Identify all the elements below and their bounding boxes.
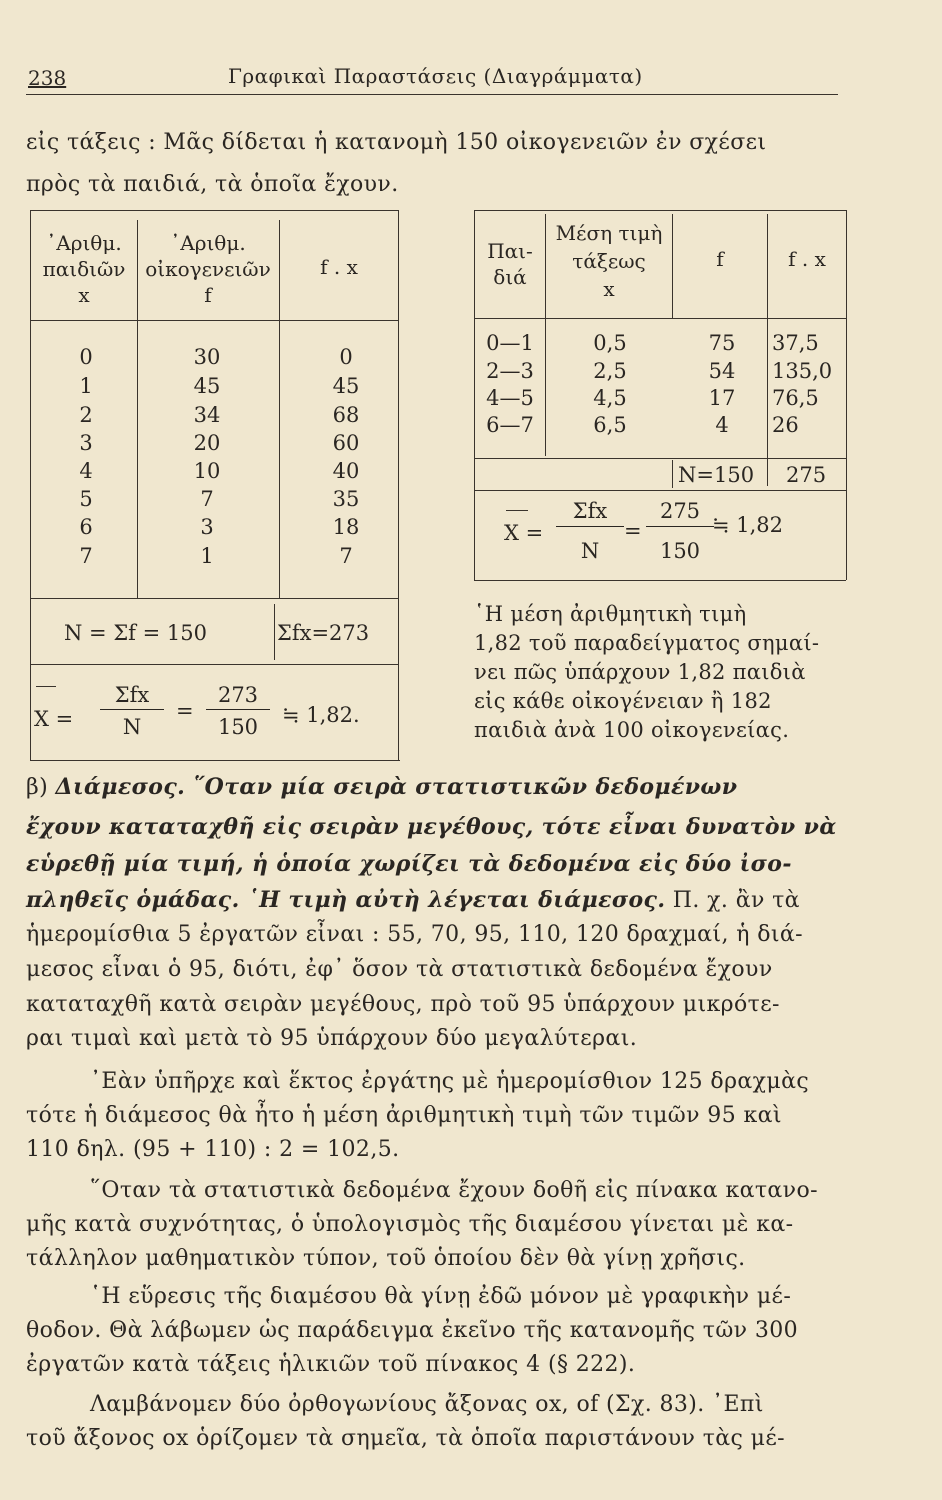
table1-left-border: [30, 210, 31, 760]
t1-fx-1: 45: [332, 374, 360, 398]
t2-f-1: 54: [708, 359, 736, 383]
t1-h2-line3: f: [204, 283, 212, 307]
t1-fx-2: 68: [332, 403, 360, 427]
t1-h1-line3: x: [78, 283, 90, 307]
t1-h1-line2: παιδιῶν: [42, 257, 126, 281]
table1-total-rule: [30, 664, 398, 665]
t2-frac1-line: [556, 526, 624, 527]
body-line-12: ῞Οταν τὰ στατιστικὰ δεδομένα ἔχουν δοθῆ εἰς πίνακα κατανο-: [90, 1178, 818, 1203]
body-line-3: εὑρεθῇ μία τιμή, ἡ ὁποία χωρίζει τὰ δεδομένα εἰς δύο ἰσο-: [26, 851, 792, 877]
t2-h2-line3: x: [603, 277, 615, 301]
t1-h2-line1: ᾿Αριθμ.: [170, 231, 246, 255]
table2-right-border: [846, 210, 847, 580]
table2-col-divider-1: [545, 214, 546, 456]
table2-total-rule: [474, 490, 846, 491]
t1-f-2: 34: [193, 403, 221, 427]
t1-f-3: 20: [193, 431, 221, 455]
t1-x-2: 2: [79, 403, 93, 427]
t1-x-0: 0: [79, 345, 93, 369]
table2-total-divider: [672, 460, 673, 488]
t1-f-4: 10: [193, 459, 221, 483]
t1-mean-result: ≒ 1,82.: [282, 703, 360, 727]
t2-class-2: 4—5: [486, 386, 534, 410]
table1-right-border: [398, 210, 399, 760]
side-note-line: εἰς κάθε οἰκογένειαν ἢ 182: [474, 689, 772, 713]
t1-f-1: 45: [193, 374, 221, 398]
t2-mean-den2: 150: [659, 539, 701, 563]
t2-fx-2: 76,5: [772, 386, 819, 410]
table1-body-rule: [30, 598, 398, 599]
t1-mean-den1: N: [122, 715, 142, 739]
side-note-line: 1,82 τοῦ παραδείγματος σημαί-: [474, 631, 820, 655]
side-note-line: ῾Η μέση ἀριθμητικὴ τιμὴ: [474, 602, 747, 626]
example-intro: Π. χ. ἂν τὰ: [665, 888, 800, 913]
t1-total-n: N = Σf = 150: [64, 621, 207, 645]
side-note: [474, 600, 819, 745]
t2-mean-bar: [506, 510, 528, 511]
t2-h2-line1: Μέση τιμὴ: [555, 221, 663, 245]
t2-mean-den1: N: [580, 539, 600, 563]
t2-total-fx: 275: [786, 463, 827, 487]
body-line-18: Λαμβάνομεν δύο ὀρθογωνίους ἄξονας οx, οf (Σχ. 83). ᾿Επὶ: [90, 1392, 764, 1417]
body-line-11: 110 δηλ. (95 + 110) : 2 = 102,5.: [26, 1137, 400, 1162]
t2-mean-num1: Σfx: [572, 499, 608, 523]
t1-f-6: 3: [200, 515, 214, 539]
table1-col-divider-1: [137, 220, 138, 598]
t2-f-0: 75: [708, 331, 736, 355]
t1-x-1: 1: [79, 374, 93, 398]
t1-mean-lhs: X =: [34, 707, 74, 731]
body-line-6: μεσος εἶναι ὁ 95, διότι, ἐφ᾿ ὅσον τὰ στατιστικὰ δεδομένα ἔχουν: [26, 957, 773, 982]
t1-fx-5: 35: [332, 487, 360, 511]
t2-class-1: 2—3: [486, 359, 534, 383]
body-line-13: μῆς κατὰ συχνότητας, ὁ ὑπολογισμὸς τῆς διαμέσου γίνεται μὲ κα-: [26, 1212, 794, 1237]
t1-x-5: 5: [79, 487, 93, 511]
t2-h2-line2: τάξεως: [572, 249, 646, 273]
t2-h1-line2: διά: [493, 265, 527, 289]
t2-mean-num2: 275: [659, 499, 701, 523]
table2-body-rule: [474, 458, 846, 459]
table2-left-border: [474, 210, 475, 580]
t1-x-3: 3: [79, 431, 93, 455]
table2-col-divider-2: [672, 214, 673, 318]
t2-class-0: 0—1: [486, 331, 534, 355]
body-line-8: ραι τιμαὶ καὶ μετὰ τὸ 95 ὑπάρχουν δύο μεγαλύτεραι.: [26, 1026, 638, 1051]
body-line-9: ᾿Εὰν ὑπῆρχε καὶ ἕκτος ἐργάτης μὲ ἡμερομίσθιον 125 δραχμὰς: [90, 1069, 810, 1094]
table1-col-divider-2: [279, 220, 280, 598]
intro-line-1: εἰς τάξεις : Μᾶς δίδεται ἡ κατανομὴ 150 οἰκογενειῶν ἐν σχέσει: [26, 130, 767, 155]
table2-header-rule: [474, 318, 846, 319]
body-line-4: [26, 887, 800, 914]
header-rule: [26, 94, 838, 95]
side-note-line: νει πῶς ὑπάρχουν 1,82 παιδιὰ: [474, 660, 806, 684]
t1-mean-bar: [36, 686, 56, 687]
table2-top-rule: [474, 210, 846, 211]
t1-mean-num2: 273: [217, 683, 259, 707]
t1-f-7: 1: [200, 544, 214, 568]
t2-mean-result: ≒ 1,82: [712, 513, 784, 537]
table1-header-rule: [30, 320, 398, 321]
t1-mean-eq: =: [176, 699, 194, 723]
t2-f-3: 4: [715, 413, 729, 437]
t1-x-4: 4: [79, 459, 93, 483]
t2-fx-0: 37,5: [772, 331, 819, 355]
t2-h1-line1: Παι-: [487, 239, 533, 263]
side-note-line: παιδιὰ ἀνὰ 100 οἰκογενείας.: [474, 718, 790, 742]
t1-frac1-line: [100, 709, 164, 710]
t1-h2-line2: οἰκογενειῶν: [145, 257, 271, 281]
running-title: Γραφικαὶ Παραστάσεις (Διαγράμματα): [228, 64, 643, 88]
table1-bottom-rule: [30, 760, 400, 761]
t2-h4: f . x: [788, 247, 826, 271]
t1-h1-line1: ᾿Αριθμ.: [46, 231, 122, 255]
t2-h3: f: [716, 247, 724, 271]
t1-mean-den2: 150: [217, 715, 259, 739]
t2-frac2-line: [646, 526, 714, 527]
t2-mean-eq: =: [624, 519, 642, 543]
t2-class-3: 6—7: [486, 413, 534, 437]
body-line-19: τοῦ ἄξονος οx ὁρίζομεν τὰ σημεῖα, τὰ ὁποῖα παριστάνουν τὰς μέ-: [26, 1426, 785, 1451]
t1-h3: f . x: [320, 255, 358, 279]
t1-f-0: 30: [193, 345, 221, 369]
table2-bottom-rule: [474, 580, 846, 581]
section-label: β): [26, 775, 56, 800]
intro-line-2: πρὸς τὰ παιδιά, τὰ ὁποῖα ἔχουν.: [26, 172, 399, 197]
t1-x-6: 6: [79, 515, 93, 539]
body-line-14: τάλληλον μαθηματικὸν τύπον, τοῦ ὁποίου δὲν θὰ γίνῃ χρῆσις.: [26, 1246, 746, 1271]
t2-mid-3: 6,5: [593, 413, 627, 437]
table1-top-rule: [30, 210, 398, 211]
t1-total-fx: Σfx=273: [277, 621, 370, 645]
t1-fx-4: 40: [332, 459, 360, 483]
t2-fx-3: 26: [772, 413, 799, 437]
t2-fx-1: 135,0: [772, 359, 833, 383]
body-line-16: θοδον. Θὰ λάβωμεν ὡς παράδειγμα ἐκεῖνο τῆς κατανομῆς τῶν 300: [26, 1318, 799, 1343]
t1-fx-6: 18: [332, 515, 360, 539]
table2-col-divider-3: [767, 214, 768, 486]
t2-f-2: 17: [708, 386, 736, 410]
t1-fx-3: 60: [332, 431, 360, 455]
body-line-1: [26, 774, 737, 801]
t1-fx-7: 7: [339, 544, 353, 568]
body-line-17: ἐργατῶν κατὰ τάξεις ἡλικιῶν τοῦ πίνακος 4 (§ 222).: [26, 1352, 636, 1377]
body-line-15: ῾Η εὕρεσις τῆς διαμέσου θὰ γίνῃ ἐδῶ μόνον μὲ γραφικὴν μέ-: [90, 1284, 792, 1309]
t2-mid-2: 4,5: [593, 386, 627, 410]
body-line-10: τότε ἡ διάμεσος θὰ ἦτο ἡ μέση ἀριθμητικὴ τιμὴ τῶν τιμῶν 95 καὶ: [26, 1103, 782, 1128]
t1-fx-0: 0: [339, 345, 353, 369]
page-number: 238: [28, 66, 67, 90]
t2-mean-lhs: X =: [504, 521, 544, 545]
t1-mean-num1: Σfx: [114, 683, 150, 707]
t2-total-n: N=150: [678, 463, 755, 487]
t1-f-5: 7: [200, 487, 214, 511]
body-line-7: καταταχθῆ κατὰ σειρὰν μεγέθους, πρὸ τοῦ 95 ὑπάρχουν μικρότε-: [26, 992, 780, 1017]
body-line-2: ἔχουν καταταχθῆ εἰς σειρὰν μεγέθους, τότε εἶναι δυνατὸν νὰ: [26, 814, 837, 840]
t2-mid-1: 2,5: [593, 359, 627, 383]
median-definition-end: πληθεῖς ὁμάδας. ῾Η τιμὴ αὐτὴ λέγεται διάμεσος.: [26, 887, 666, 913]
body-line-5: ἡμερομίσθια 5 ἐργατῶν εἶναι : 55, 70, 95, 110, 120 δραχμαί, ἡ διά-: [26, 922, 803, 947]
t2-mid-0: 0,5: [593, 331, 627, 355]
t1-frac2-line: [206, 709, 270, 710]
median-definition-start: Διάμεσος. ῞Οταν μία σειρὰ στατιστικῶν δεδομένων: [55, 774, 738, 800]
table1-total-divider: [274, 604, 275, 660]
t1-x-7: 7: [79, 544, 93, 568]
